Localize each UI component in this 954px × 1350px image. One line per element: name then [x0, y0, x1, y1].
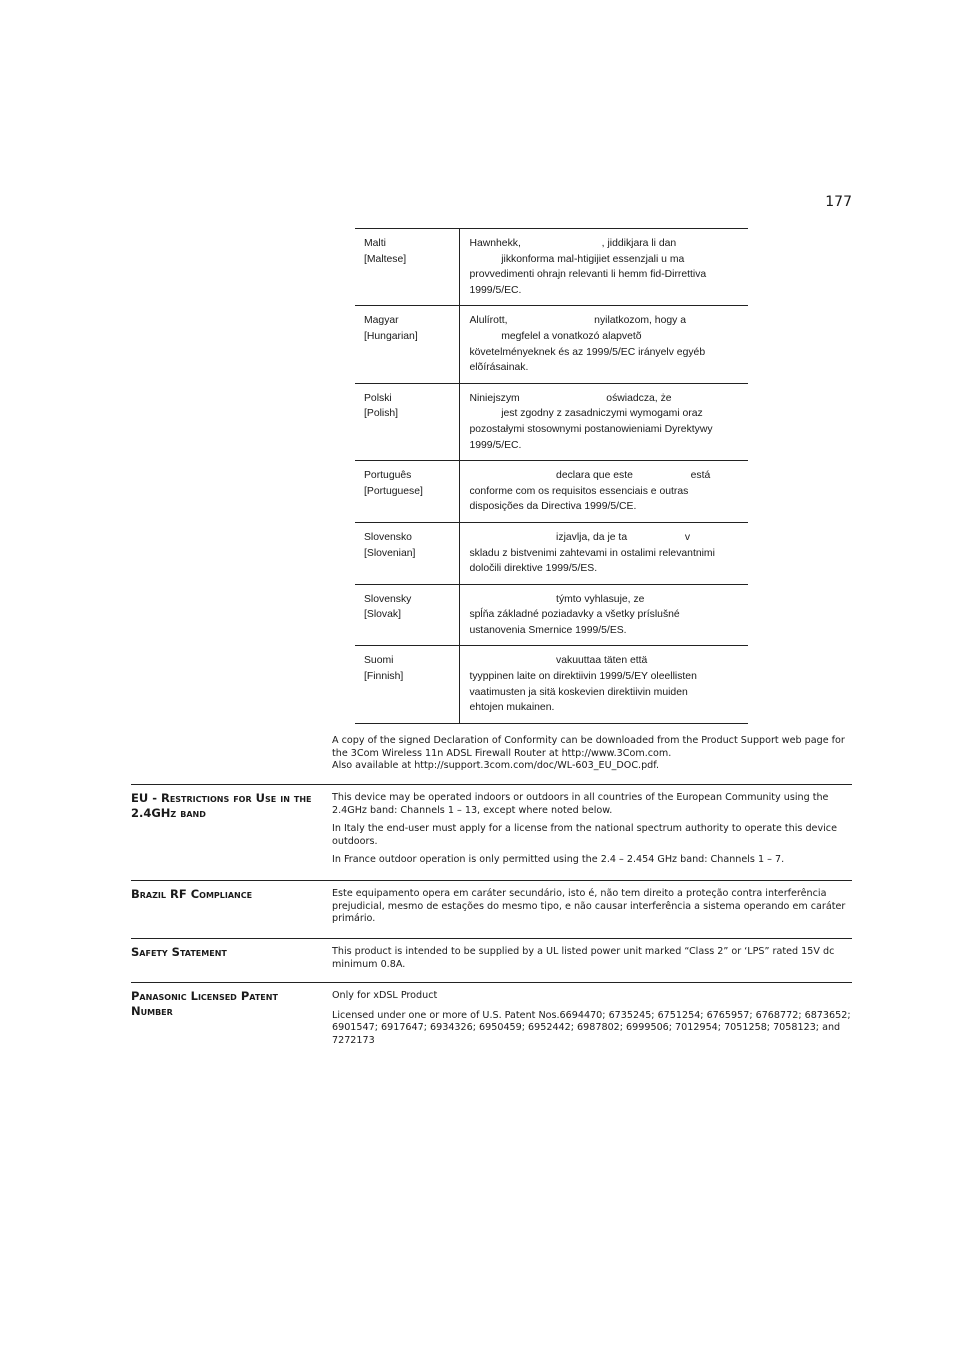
- declaration-line: disposições da Directiva 1999/5/CE.: [469, 501, 637, 513]
- language-name: Suomi: [364, 655, 394, 667]
- paragraph: This product is intended to be supplied by a UL listed power unit marked “Class 2” or ‘LPS” rated 15V dc minimum 0.8A.: [332, 946, 835, 970]
- declaration-line: conforme com os requisitos essenciais e outras: [469, 485, 689, 497]
- declaration-line: določili direktive 1999/5/ES.: [469, 563, 598, 575]
- declaration-text-cell: [460, 522, 748, 584]
- declaration-text-cell: [460, 383, 748, 460]
- language-cell: [355, 646, 460, 723]
- language-cell: [355, 383, 460, 460]
- declaration-line: ehtojen mukainen.: [469, 702, 555, 714]
- declaration-alt-link-text: Also available at http://support.3com.com/doc/WL-603_EU_DOC.pdf.: [332, 760, 660, 771]
- section-body: [332, 792, 852, 873]
- section-panasonic-patent: [131, 982, 852, 1063]
- declaration-text-cell: [460, 461, 748, 523]
- declaration-line: Niniejszym oświadcza, że: [469, 392, 672, 404]
- declaration-line: 1999/5/EC.: [469, 439, 522, 451]
- paragraph: This device may be operated indoors or outdoors in all countries of the European Community using the 2.4GHz band: Channels 1 – 13, except where noted below.: [332, 792, 829, 816]
- section-eu-restrictions: [131, 784, 852, 880]
- language-name: Slovensky: [364, 593, 412, 605]
- declaration-line: ustanovenia Smernice 1999/5/ES.: [469, 624, 627, 636]
- language-cell: [355, 306, 460, 383]
- language-english-name: [Finnish]: [364, 671, 404, 683]
- language-english-name: [Portuguese]: [364, 485, 423, 497]
- declaration-line: declara que este está: [469, 470, 711, 482]
- language-name: Português: [364, 470, 412, 482]
- language-english-name: [Hungarian]: [364, 330, 418, 342]
- declaration-row: [355, 306, 748, 383]
- declaration-line: týmto vyhlasuje, ze: [469, 593, 645, 605]
- declaration-line: elõírásainak.: [469, 362, 529, 374]
- section-body: [332, 946, 852, 977]
- declaration-row: [355, 584, 748, 646]
- language-name: Slovensko: [364, 531, 412, 543]
- declaration-line: Alulírott, nyilatkozom, hogy a: [469, 315, 687, 327]
- declaration-row: [355, 461, 748, 523]
- declaration-download-note: [332, 735, 853, 773]
- declaration-line: provvedimenti ohrajn relevanti li hemm fid-Dirrettiva: [469, 269, 707, 281]
- declaration-row: [355, 646, 748, 723]
- language-english-name: [Maltese]: [364, 253, 407, 265]
- language-english-name: [Polish]: [364, 408, 399, 420]
- language-name: Malti: [364, 238, 386, 249]
- declaration-line: tyyppinen laite on direktiivin 1999/5/EY oleellisten: [469, 671, 697, 683]
- section-heading: Panasonic Licensed Patent Number: [131, 989, 278, 1018]
- declaration-text-cell: [460, 229, 748, 306]
- declaration-text-cell: [460, 646, 748, 723]
- paragraph: Licensed under one or more of U.S. Patent Nos.6694470; 6735245; 6751254; 6765957; 6768772; 6873652; 6901547; 6917647; 6934326; 6950459; 6952442; 6987802; 6999506; 7012954; 7051258; 7058123; and 7272173: [332, 1009, 851, 1046]
- declaration-line: követelményeknek és az 1999/5/EC irányelv egyéb: [469, 346, 706, 358]
- section-body: [332, 990, 852, 1053]
- section-body: [332, 888, 852, 932]
- language-cell: [355, 584, 460, 646]
- declaration-line: pozostałymi stosownymi postanowieniami Dyrektywy: [469, 423, 713, 435]
- language-english-name: [Slovenian]: [364, 547, 416, 559]
- paragraph: In France outdoor operation is only permitted using the 2.4 – 2.454 GHz band: Channels 1 – 7.: [332, 854, 785, 865]
- declaration-line: jest zgodny z zasadniczymi wymogami oraz: [469, 408, 703, 420]
- declaration-line: Hawnhekk, , jiddikjara li dan: [469, 238, 677, 249]
- declaration-line: megfelel a vonatkozó alapvetõ: [469, 330, 642, 342]
- language-cell: [355, 461, 460, 523]
- declaration-line: spĺňa základné poziadavky a všetky príslušné: [469, 609, 680, 621]
- paragraph: In Italy the end-user must apply for a license from the national spectrum authority to operate this device outdoors.: [332, 823, 837, 847]
- declaration-line: vaatimusten ja sitä koskevien direktiivin muiden: [469, 686, 688, 698]
- language-cell: [355, 522, 460, 584]
- paragraph: Only for xDSL Product: [332, 990, 438, 1001]
- declaration-line: vakuuttaa täten että: [469, 655, 648, 667]
- language-english-name: [Slovak]: [364, 609, 401, 621]
- declaration-row: [355, 229, 748, 306]
- declaration-line: skladu z bistvenimi zahtevami in ostalimi relevantnimi: [469, 547, 715, 559]
- section-heading: EU - Restrictions for Use in the 2.4GHz band: [131, 791, 312, 820]
- declaration-row: [355, 522, 748, 584]
- declaration-line: izjavlja, da je ta v: [469, 531, 691, 543]
- section-heading: Brazil RF Compliance: [131, 887, 253, 901]
- declaration-row: [355, 383, 748, 460]
- declaration-download-text: A copy of the signed Declaration of Conformity can be downloaded from the Product Support web page for the 3Com Wireless 11n ADSL Firewall Router at http://www.3Com.com.: [332, 735, 845, 759]
- declaration-line: jikkonforma mal-htigijiet essenzjali u ma: [469, 253, 685, 265]
- section-heading: Safety Statement: [131, 945, 227, 959]
- declaration-line: 1999/5/EC.: [469, 284, 522, 296]
- language-name: Magyar: [364, 315, 399, 327]
- paragraph: Este equipamento opera em caráter secundário, isto é, não tem direito a proteção contra interferência prejudicial, mesmo de estações do mesmo tipo, e não causar interferência a sistema operando em caráter primário.: [332, 888, 846, 924]
- declaration-text-cell: [460, 306, 748, 383]
- language-cell: [355, 229, 460, 306]
- declaration-table: [355, 228, 748, 724]
- language-name: Polski: [364, 392, 392, 404]
- section-brazil-rf: [131, 880, 852, 938]
- declaration-text-cell: [460, 584, 748, 646]
- section-safety-statement: [131, 938, 852, 982]
- page-number: 177: [825, 194, 852, 210]
